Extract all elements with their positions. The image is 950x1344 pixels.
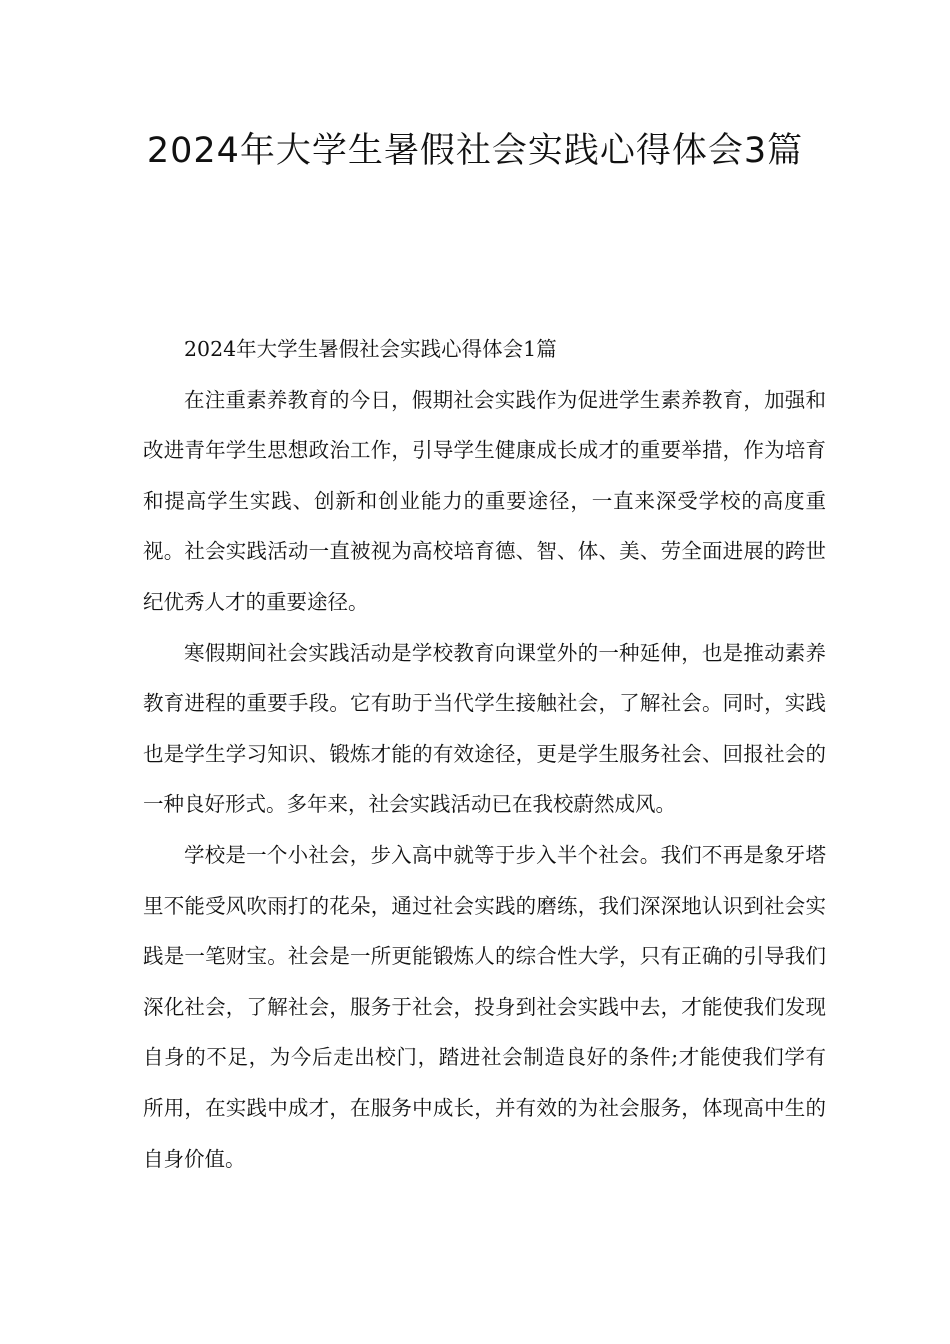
document-title: 2024年大学生暑假社会实践心得体会3篇: [146, 131, 804, 171]
paragraph: 寒假期间社会实践活动是学校教育向课堂外的一种延伸，也是推动素养教育进程的重要手段。它有助于当代学生接触社会，了解社会。同时，实践也是学生学习知识、锻炼才能的有效途径，更是学生服务社会、回报社会的一种良好形式。多年来，社会实践活动已在我校蔚然成风。: [143, 640, 826, 817]
document-body: [143, 324, 826, 1184]
paragraph: 学校是一个小社会，步入高中就等于步入半个社会。我们不再是象牙塔里不能受风吹雨打的花朵，通过社会实践的磨练，我们深深地认识到社会实践是一笔财宝。社会是一所更能锻炼人的综合性大学，只有正确的引导我们深化社会，了解社会，服务于社会，投身到社会实践中去，才能使我们发现自身的不足，为今后走出校门，踏进社会制造良好的条件;才能使我们学有所用，在实践中成才，在服务中成长，并有效的为社会服务，体现高中生的自身价值。: [143, 842, 826, 1171]
section-heading: 2024年大学生暑假社会实践心得体会1篇: [184, 337, 557, 361]
paragraph: 在注重素养教育的今日，假期社会实践作为促进学生素养教育，加强和改进青年学生思想政治工作，引导学生健康成长成才的重要举措，作为培育和提高学生实践、创新和创业能力的重要途径，一直来深受学校的高度重视。社会实践活动一直被视为高校培育德、智、体、美、劳全面进展的跨世纪优秀人才的重要途径。: [143, 387, 826, 614]
